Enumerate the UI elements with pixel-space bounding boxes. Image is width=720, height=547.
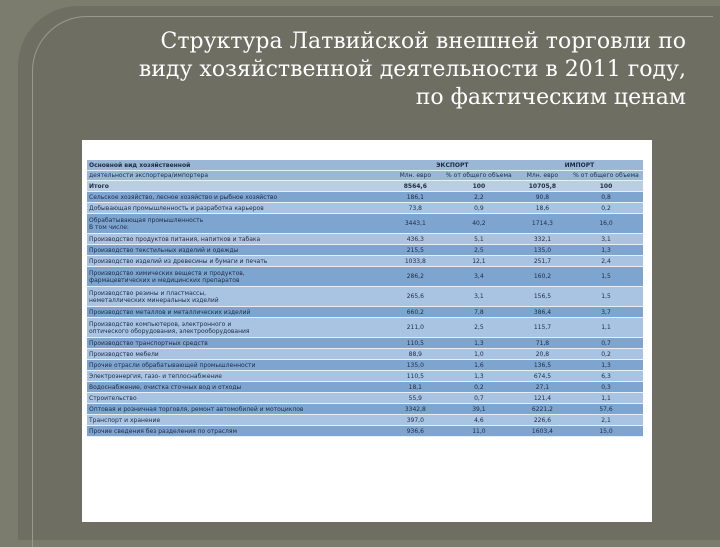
- row-activity-name: [87, 245, 389, 256]
- row-activity-name: [87, 181, 389, 192]
- cell-export-share: 39,1: [442, 404, 516, 415]
- row-activity-line: Производство текстильных изделий и одежды: [89, 246, 239, 254]
- cell-export-share: 11,0: [442, 426, 516, 437]
- cell-export-value: 397,0: [389, 415, 442, 426]
- cell-export-value: 3342,8: [389, 404, 442, 415]
- cell-import-share: 1,1: [569, 393, 643, 404]
- cell-export-share: 2,5: [442, 318, 516, 338]
- row-activity-name: [87, 287, 389, 307]
- header-activity-line1: Основной вид хозяйственной: [87, 160, 389, 171]
- cell-export-value: 55,9: [389, 393, 442, 404]
- table-row: [87, 256, 643, 267]
- row-activity-name: [87, 256, 389, 267]
- row-activity-line: Строительство: [89, 394, 137, 402]
- row-activity-line: Производство изделий из древесины и бумаги и печать: [89, 257, 268, 265]
- cell-export-value: 215,5: [389, 245, 442, 256]
- row-activity-line: неметаллических минеральных изделий: [89, 296, 219, 304]
- cell-export-value: 3443,1: [389, 214, 442, 234]
- cell-export-value: 936,6: [389, 426, 442, 437]
- row-activity-name: [87, 382, 389, 393]
- row-activity-line: Производство химических веществ и продуктов,: [89, 269, 245, 277]
- row-activity-line: Производство резины и пластмассы,: [89, 289, 206, 297]
- cell-import-value: 90,8: [516, 192, 569, 203]
- cell-import-share: 1,5: [569, 267, 643, 287]
- cell-export-share: 3,1: [442, 287, 516, 307]
- cell-import-value: 18,6: [516, 203, 569, 214]
- cell-import-value: 1603,4: [516, 426, 569, 437]
- header-activity-line2: деятельности экспортера/импортера: [87, 171, 389, 181]
- cell-import-value: 674,5: [516, 371, 569, 382]
- row-activity-name: [87, 214, 389, 234]
- slide-title: [46, 28, 686, 112]
- row-activity-name: [87, 404, 389, 415]
- cell-import-share: 1,5: [569, 287, 643, 307]
- cell-import-share: 1,3: [569, 245, 643, 256]
- row-activity-line: Сельское хозяйство, лесное хозяйство и рыбное хозяйство: [89, 193, 278, 201]
- sub-import-share: % от общего объема: [569, 171, 643, 181]
- cell-import-value: 121,4: [516, 393, 569, 404]
- row-activity-name: [87, 192, 389, 203]
- cell-export-value: 660,2: [389, 307, 442, 318]
- cell-export-share: 0,7: [442, 393, 516, 404]
- table-subheader-row: [87, 171, 643, 181]
- cell-export-share: 3,4: [442, 267, 516, 287]
- table-row: [87, 214, 643, 234]
- row-activity-name: [87, 234, 389, 245]
- row-activity-line: Добывающая промышленность и разработка карьеров: [89, 204, 264, 212]
- row-activity-line: Оптовая и розничная торговля, ремонт автомобилей и мотоциклов: [89, 405, 304, 413]
- cell-export-share: 2,2: [442, 192, 516, 203]
- cell-import-share: 100: [569, 181, 643, 192]
- cell-import-share: 16,0: [569, 214, 643, 234]
- table-row: [87, 393, 643, 404]
- row-activity-name: [87, 338, 389, 349]
- cell-import-value: 251,7: [516, 256, 569, 267]
- cell-import-share: 57,6: [569, 404, 643, 415]
- cell-export-value: 88,9: [389, 349, 442, 360]
- row-activity-line: Производство компьютеров, электронного и: [89, 320, 232, 328]
- cell-export-share: 7,8: [442, 307, 516, 318]
- cell-export-value: 286,2: [389, 267, 442, 287]
- row-activity-line: Производство продуктов питания, напитков и табака: [89, 235, 261, 243]
- cell-import-value: 156,5: [516, 287, 569, 307]
- table-row: [87, 382, 643, 393]
- cell-export-share: 0,2: [442, 382, 516, 393]
- table-row: [87, 287, 643, 307]
- row-activity-line: Прочие отрасли обрабатывающей промышленности: [89, 361, 256, 369]
- sub-export-value: Млн. евро: [389, 171, 442, 181]
- table-row: [87, 318, 643, 338]
- cell-import-value: 115,7: [516, 318, 569, 338]
- cell-export-value: 8564,6: [389, 181, 442, 192]
- cell-import-value: 386,4: [516, 307, 569, 318]
- row-activity-name: [87, 267, 389, 287]
- cell-import-share: 2,1: [569, 415, 643, 426]
- row-activity-line: Электроэнергия, газо- и теплоснабжение: [89, 372, 222, 380]
- table-row: [87, 267, 643, 287]
- cell-import-share: 1,3: [569, 360, 643, 371]
- cell-import-value: 135,0: [516, 245, 569, 256]
- cell-import-value: 1714,3: [516, 214, 569, 234]
- header-import: ИМПОРТ: [516, 160, 643, 171]
- row-activity-name: [87, 349, 389, 360]
- row-activity-line: Производство мебели: [89, 350, 159, 358]
- cell-import-share: 0,8: [569, 192, 643, 203]
- row-activity-name: [87, 307, 389, 318]
- row-activity-line: Прочие сведения без разделения по отраслям: [89, 427, 238, 435]
- cell-export-value: 186,1: [389, 192, 442, 203]
- row-activity-name: [87, 393, 389, 404]
- cell-export-value: 135,0: [389, 360, 442, 371]
- row-activity-line: Обрабатывающая промышленность: [89, 216, 204, 224]
- cell-export-share: 4,6: [442, 415, 516, 426]
- cell-import-share: 6,3: [569, 371, 643, 382]
- table-row: [87, 349, 643, 360]
- cell-import-value: 136,5: [516, 360, 569, 371]
- cell-export-share: 40,2: [442, 214, 516, 234]
- cell-import-share: 0,2: [569, 349, 643, 360]
- table-row: [87, 338, 643, 349]
- cell-import-share: 2,4: [569, 256, 643, 267]
- cell-import-value: 71,8: [516, 338, 569, 349]
- row-activity-line: Водоснабжение, очистка сточных вод и отходы: [89, 383, 242, 391]
- cell-export-share: 1,3: [442, 338, 516, 349]
- cell-export-share: 100: [442, 181, 516, 192]
- table-row: [87, 371, 643, 382]
- title-line-2: виду хозяйственной деятельности в 2011 году,: [138, 57, 686, 82]
- cell-import-value: 10705,8: [516, 181, 569, 192]
- cell-import-share: 3,1: [569, 234, 643, 245]
- row-activity-line: Производство металлов и металлических изделий: [89, 308, 251, 316]
- cell-export-value: 1033,8: [389, 256, 442, 267]
- row-activity-name: [87, 415, 389, 426]
- table-row: [87, 415, 643, 426]
- table-header-row: [87, 160, 643, 171]
- cell-export-value: 18,1: [389, 382, 442, 393]
- cell-export-value: 265,6: [389, 287, 442, 307]
- cell-export-share: 12,1: [442, 256, 516, 267]
- table-row: [87, 360, 643, 371]
- row-activity-name: [87, 371, 389, 382]
- table-row: [87, 426, 643, 437]
- row-activity-name: [87, 426, 389, 437]
- sub-import-value: Млн. евро: [516, 171, 569, 181]
- trade-structure-table: [87, 160, 643, 437]
- cell-import-share: 3,7: [569, 307, 643, 318]
- cell-export-share: 2,5: [442, 245, 516, 256]
- cell-export-value: 73,8: [389, 203, 442, 214]
- row-activity-name: [87, 360, 389, 371]
- sub-export-share: % от общего объема: [442, 171, 516, 181]
- cell-import-value: 20,8: [516, 349, 569, 360]
- row-activity-name: [87, 203, 389, 214]
- row-activity-line: Транспорт и хранение: [89, 416, 161, 424]
- row-activity-name: [87, 318, 389, 338]
- cell-import-value: 27,1: [516, 382, 569, 393]
- row-activity-line: оптического оборудования, электрооборудования: [89, 327, 250, 335]
- cell-export-share: 1,3: [442, 371, 516, 382]
- cell-export-value: 110,5: [389, 338, 442, 349]
- cell-export-share: 1,6: [442, 360, 516, 371]
- title-line-1: Структура Латвийской внешней торговли по: [160, 29, 686, 54]
- table-row: [87, 203, 643, 214]
- row-activity-line: В том числе:: [89, 223, 129, 231]
- table-row: [87, 245, 643, 256]
- table-row: [87, 234, 643, 245]
- table-row: [87, 307, 643, 318]
- cell-import-value: 226,6: [516, 415, 569, 426]
- cell-export-value: 211,0: [389, 318, 442, 338]
- cell-export-share: 0,9: [442, 203, 516, 214]
- cell-export-value: 110,5: [389, 371, 442, 382]
- cell-export-share: 1,0: [442, 349, 516, 360]
- header-export: ЭКСПОРТ: [389, 160, 516, 171]
- cell-import-share: 1,1: [569, 318, 643, 338]
- row-activity-line: Итого: [89, 182, 109, 190]
- table-row: [87, 192, 643, 203]
- title-line-3: по фактическим ценам: [415, 85, 686, 110]
- cell-import-value: 332,1: [516, 234, 569, 245]
- cell-import-value: 6221,2: [516, 404, 569, 415]
- cell-import-value: 160,2: [516, 267, 569, 287]
- cell-import-share: 0,7: [569, 338, 643, 349]
- table-image: [82, 140, 652, 522]
- table-row: [87, 404, 643, 415]
- cell-import-share: 0,2: [569, 203, 643, 214]
- cell-export-value: 436,3: [389, 234, 442, 245]
- cell-import-share: 15,0: [569, 426, 643, 437]
- row-activity-line: Производство транспортных средств: [89, 339, 208, 347]
- table-row: [87, 181, 643, 192]
- row-activity-line: фармацевтических и медицинских препаратов: [89, 276, 240, 284]
- cell-export-share: 5,1: [442, 234, 516, 245]
- cell-import-share: 0,3: [569, 382, 643, 393]
